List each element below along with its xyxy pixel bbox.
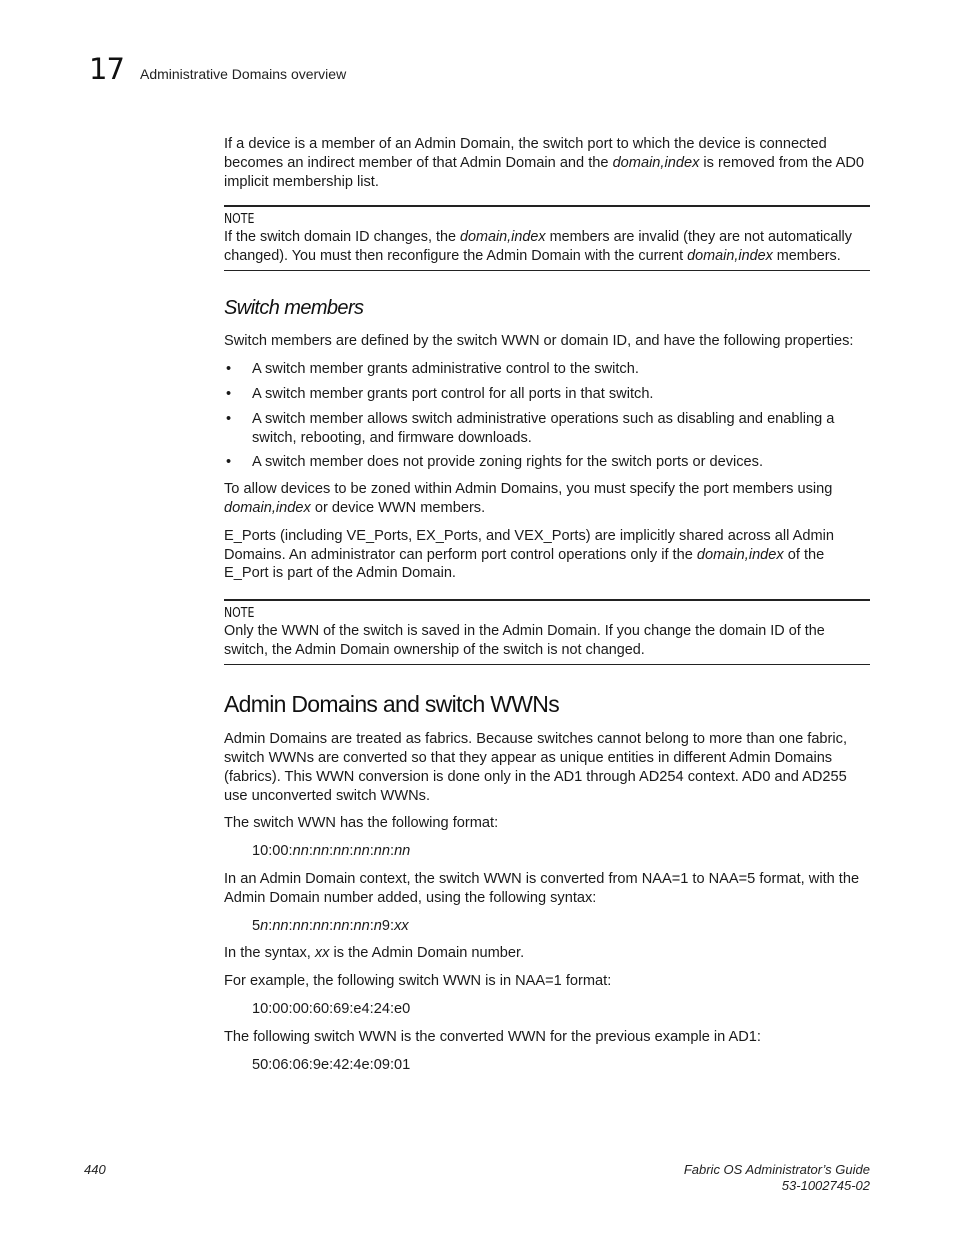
example-intro: For example, the following switch WWN is in NAA=1 format: xyxy=(224,973,612,990)
bullet-glyph: • xyxy=(226,410,232,427)
intro-paragraph: If a device is a member of an Admin Domain, the switch port to which the device is connected becomes an indirect member of that Admin Domain and the domain,index is removed from the AD0 implicit membership list. xyxy=(224,136,865,190)
syntax-paragraph: In the syntax, xx is the Admin Domain number. xyxy=(224,945,525,962)
switch-members-intro: Switch members are defined by the switch WWN or domain ID, and have the following properties: xyxy=(224,333,854,350)
zoning-paragraph: To allow devices to be zoned within Admin Domains, you must specify the port members using domain,index or device WWN members. xyxy=(224,481,833,516)
note-text: If the switch domain ID changes, the domain,index members are invalid (they are not automatically changed). You must then reconfigure the Admin Domain with the current domain,index members. xyxy=(224,229,852,264)
converted-intro: The following switch WWN is the converted WWN for the previous example in AD1: xyxy=(224,1028,761,1045)
example-wwn-converted: 50:06:06:9e:42:4e:09:01 xyxy=(252,1056,411,1073)
list-item: • A switch member does not provide zoning rights for the switch ports or devices. xyxy=(226,454,764,471)
list-item: • A switch member grants port control for all ports in that switch. xyxy=(226,385,654,402)
wwn-format-naa1: 10:00:nn:nn:nn:nn:nn:nn xyxy=(252,843,411,860)
list-item: • A switch member allows switch administrative operations such as disabling and enabling a switch, rebooting, and firmware downloads. xyxy=(226,410,835,446)
bullet-glyph: • xyxy=(226,454,232,471)
chapter-number: 17 xyxy=(89,52,124,86)
page-number: 440 xyxy=(84,1162,106,1177)
fabrics-paragraph: Admin Domains are treated as fabrics. Because switches cannot belong to more than one fabric, switch WWNs are converted so that they appear as unique entities in different Admin Domains (fabrics). This WWN conversion is done only in the AD1 through AD254 context. AD0 and AD255 use unconverted switch WWNs. xyxy=(224,731,847,804)
section-heading: Admin Domains and switch WWNs xyxy=(224,691,560,718)
wwn-format-naa5: 5n:nn:nn:nn:nn:nn:n9:xx xyxy=(252,917,409,934)
guide-title: Fabric OS Administrator’s Guide xyxy=(683,1162,870,1177)
conversion-paragraph: In an Admin Domain context, the switch WWN is converted from NAA=1 to NAA=5 format, with the Admin Domain number added, using the following syntax: xyxy=(224,870,860,906)
doc-number: 53-1002745-02 xyxy=(781,1178,870,1193)
bullet-glyph: • xyxy=(226,385,232,402)
bullet-glyph: • xyxy=(226,361,232,378)
format-intro: The switch WWN has the following format: xyxy=(224,815,499,832)
switch-properties-list xyxy=(224,360,870,472)
note-box xyxy=(224,205,870,271)
eports-paragraph: E_Ports (including VE_Ports, EX_Ports, and VEX_Ports) are implicitly shared across all Admin Domains. An administrator can perform port control operations only if the domain,index of the E_Port is part of the Admin Domain. xyxy=(224,527,834,582)
switch-members-heading: Switch members xyxy=(224,297,364,320)
note-box xyxy=(224,599,870,665)
footer-doc-info xyxy=(684,1162,870,1194)
note-label: NOTE xyxy=(224,211,255,228)
note-label: NOTE xyxy=(224,605,255,622)
list-item: • A switch member grants administrative control to the switch. xyxy=(226,361,639,378)
chapter-title: Administrative Domains overview xyxy=(140,66,347,82)
note-text: Only the WWN of the switch is saved in the Admin Domain. If you change the domain ID of the switch, the Admin Domain ownership of the switch is not changed. xyxy=(224,623,825,658)
main-content xyxy=(224,135,870,1074)
example-wwn-naa1: 10:00:00:60:69:e4:24:e0 xyxy=(252,1000,411,1017)
